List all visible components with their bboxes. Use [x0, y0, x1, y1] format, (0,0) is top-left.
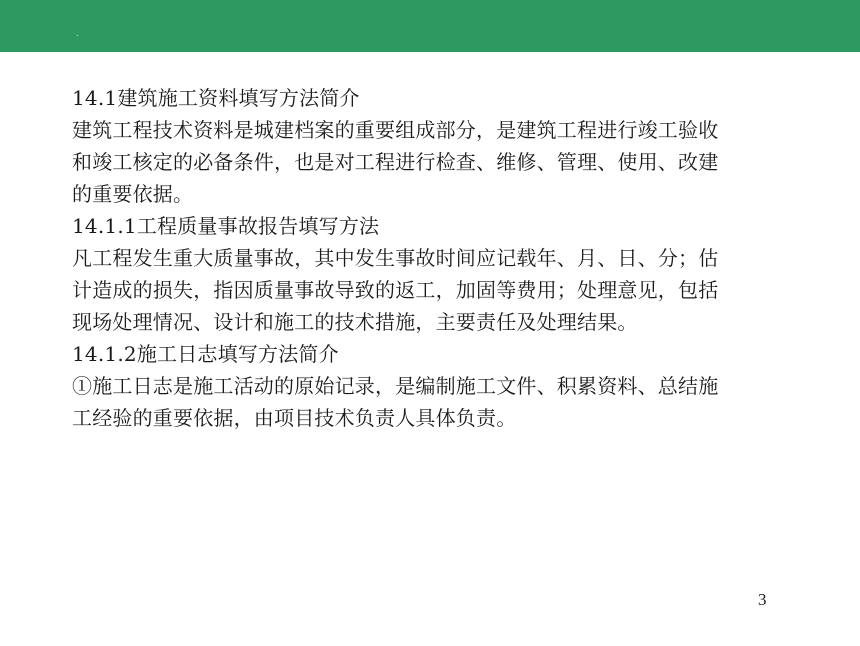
section-heading-14-1-2: 14.1.2施工日志填写方法简介 — [72, 342, 339, 366]
paragraph-line: 和竣工核定的必备条件，也是对工程进行检查、维修、管理、使用、改建 — [72, 150, 719, 174]
header-marker: . — [76, 29, 79, 38]
section-heading-14-1-1: 14.1.1工程质量事故报告填写方法 — [72, 214, 380, 238]
document-body — [72, 82, 802, 434]
paragraph-line: 现场处理情况、设计和施工的技术措施，主要责任及处理结果。 — [72, 310, 638, 334]
paragraph-line: ①施工日志是施工活动的原始记录，是编制施工文件、积累资料、总结施 — [72, 374, 719, 398]
paragraph-line: 工经验的重要依据，由项目技术负责人具体负责。 — [72, 406, 517, 430]
header-bar — [0, 0, 860, 52]
paragraph-line: 建筑工程技术资料是城建档案的重要组成部分，是建筑工程进行竣工验收 — [72, 118, 719, 142]
paragraph-line: 计造成的损失，指因质量事故导致的返工，加固等费用；处理意见，包括 — [72, 278, 719, 302]
page-number: 3 — [758, 590, 767, 609]
paragraph-line: 的重要依据。 — [72, 182, 194, 206]
section-heading-14-1: 14.1建筑施工资料填写方法简介 — [72, 86, 360, 110]
paragraph-line: 凡工程发生重大质量事故，其中发生事故时间应记载年、月、日、分；估 — [72, 246, 719, 270]
